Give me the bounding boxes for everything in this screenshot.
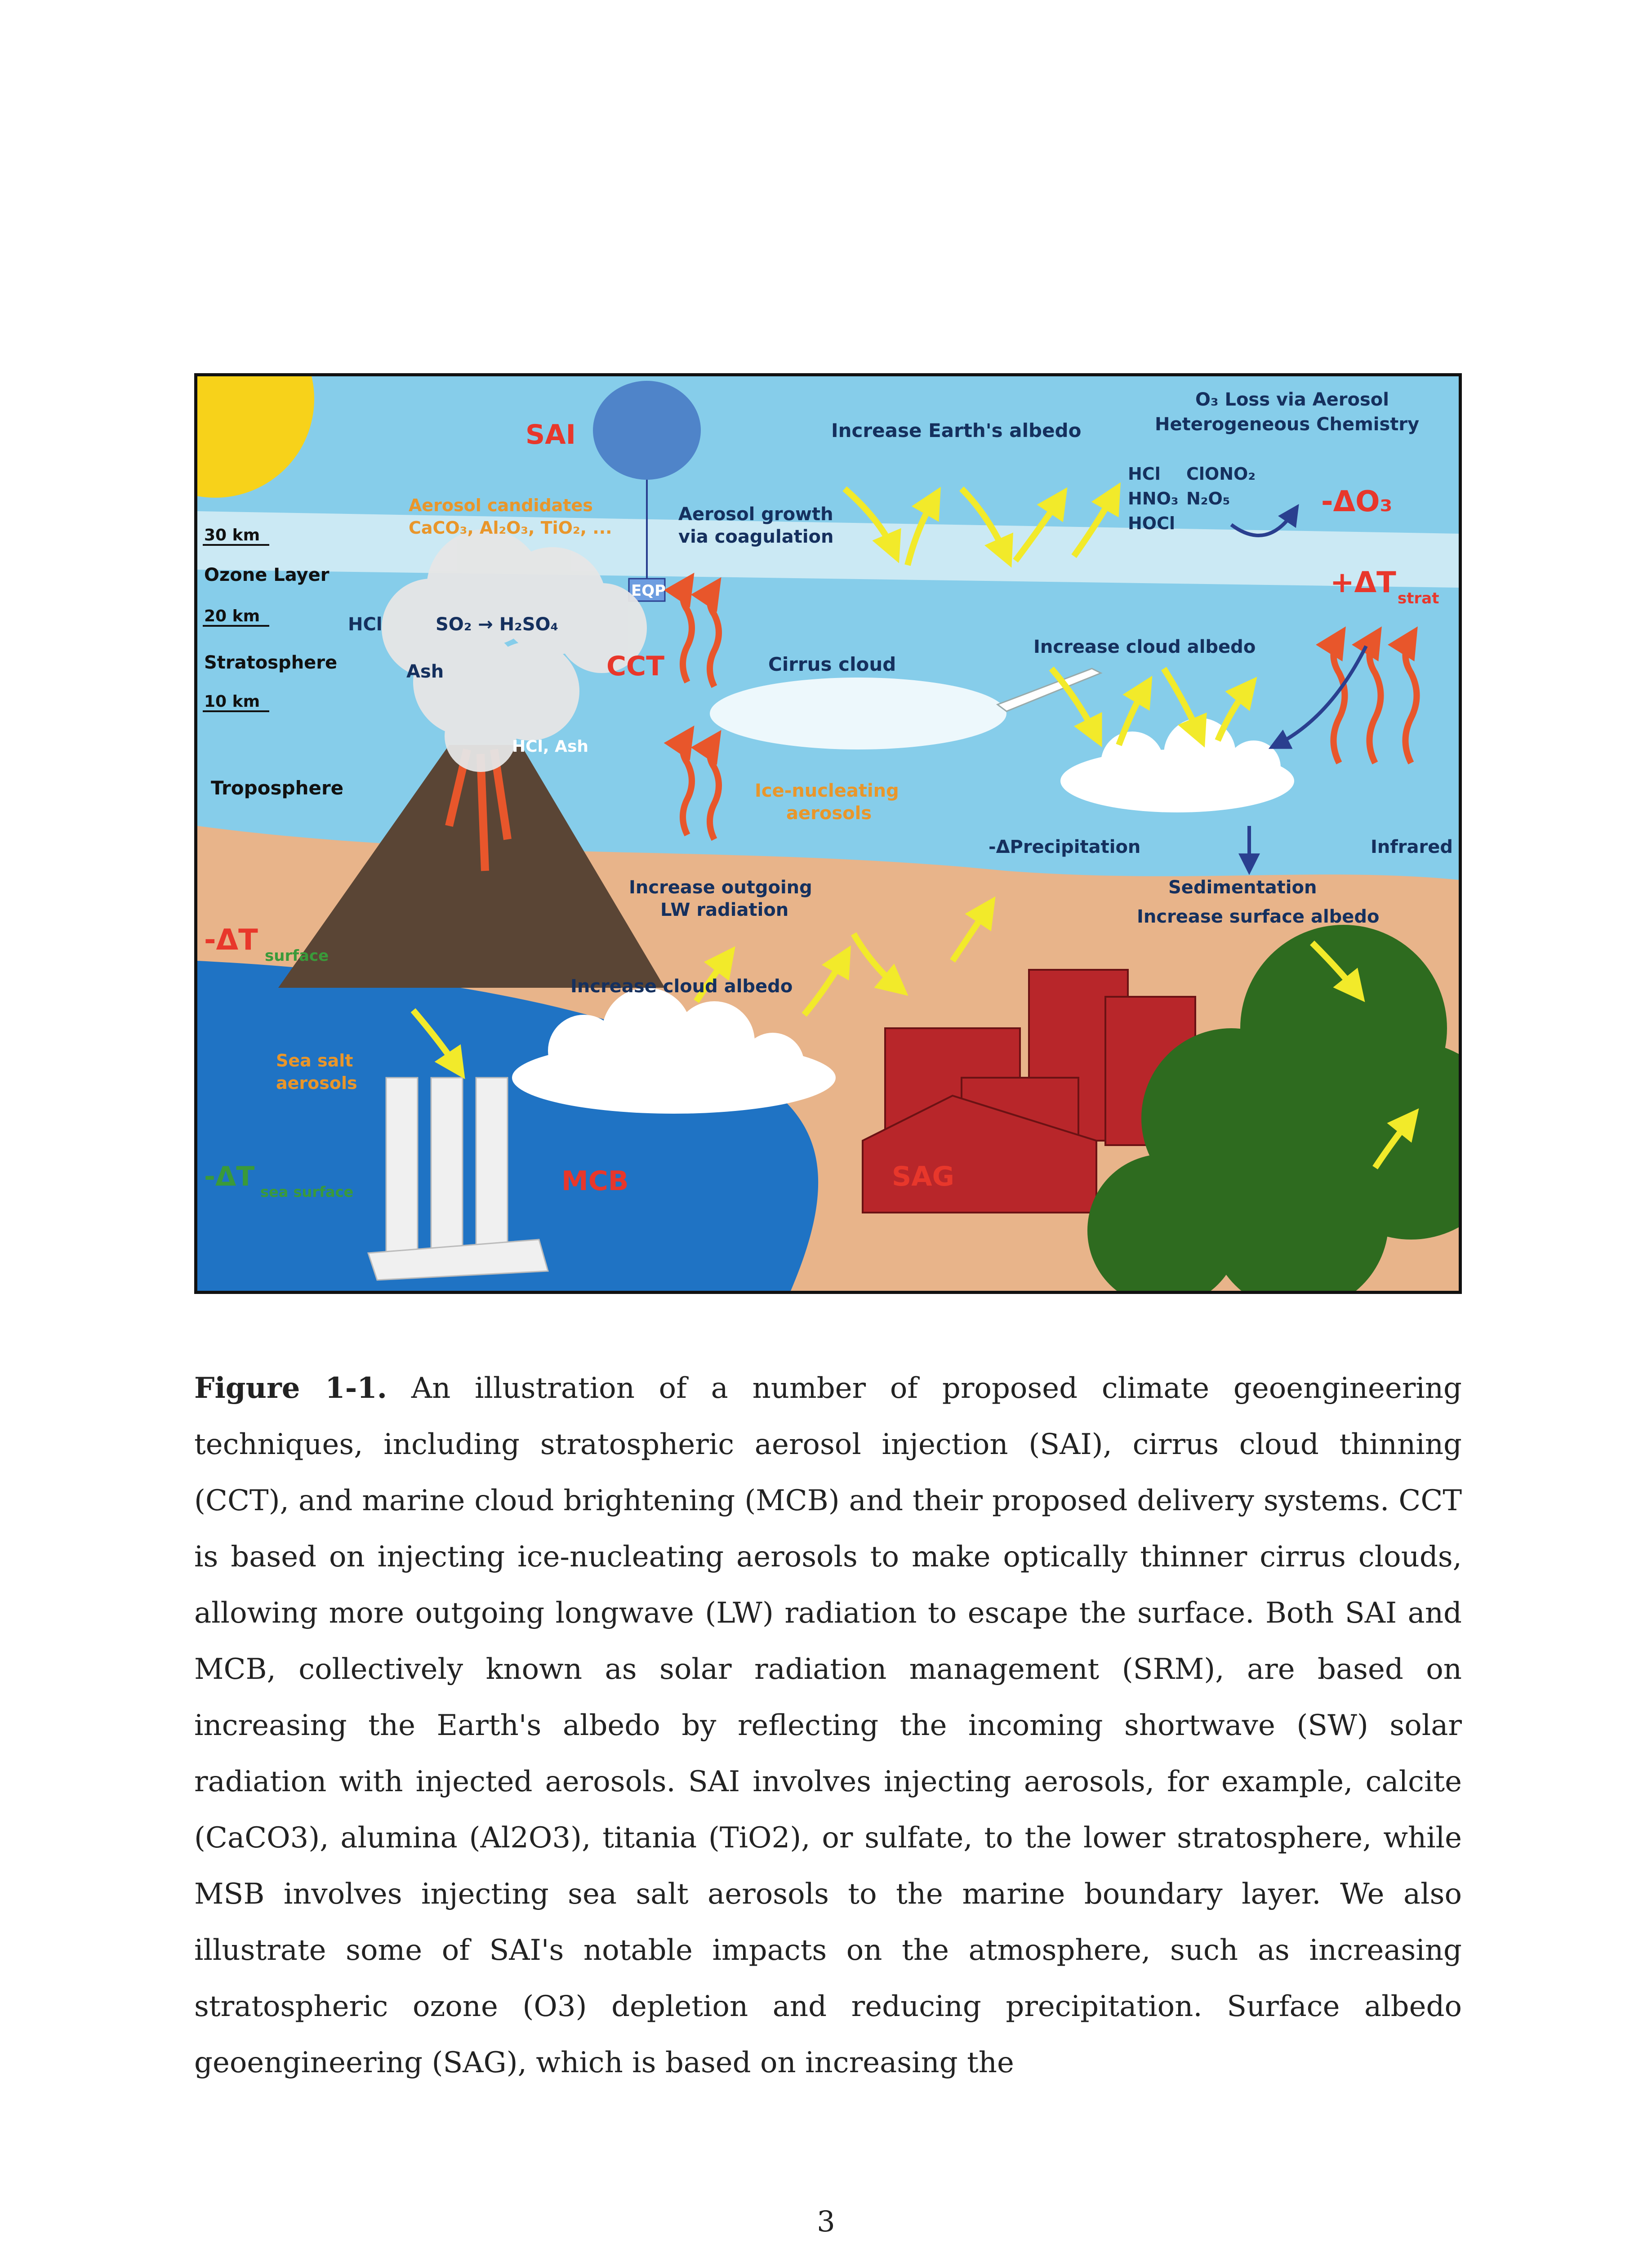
label-volcano-hcl: HCl <box>348 614 383 635</box>
caption-label: Figure 1-1. <box>194 1371 387 1405</box>
caption-text: An illustration of a number of proposed climate geoengineering techniques, including stratospheric aerosol injection (SAI), cirrus cloud thinning (CCT), and marine cloud brightening (MCB) and their proposed delivery systems. CCT is based on injecting ice-nucleating aerosols to make optically thinner cirrus clouds, allowing more outgoing longwave (LW) radiation to escape the surface. Both SAI and MCB, collectively known as solar radiation management (SRM), are based on increasing the Earth's albedo by reflecting the incoming shortwave (SW) solar radiation with injected aerosols. SAI involves injecting aerosols, for example, calcite (CaCO3), alumina (Al2O3), titania (TiO2), or sulfate, to the lower stratosphere, while MSB involves injecting sea salt aerosols to the marine boundary layer. We also illustrate some of SAI's notable impacts on the atmosphere, such as increasing stratospheric ozone (O3) depletion and reducing precipitation. Surface albedo geoengineering (SAG), which is based on increasing the <box>194 1372 1462 2079</box>
label-ice-nucleating-1: Ice-nucleating <box>755 781 899 801</box>
label-ozone-layer: Ozone Layer <box>204 565 330 585</box>
label-ice-nucleating-2: aerosols <box>786 803 872 824</box>
label-delta-t-strat-sub: strat <box>1398 589 1439 607</box>
label-sai: SAI <box>525 419 576 450</box>
label-volcano-hcl-ash: HCl, Ash <box>512 737 589 756</box>
label-aerosol-growth-2: via coagulation <box>678 526 834 547</box>
label-increase-surface-albedo: Increase surface albedo <box>1137 906 1380 927</box>
label-increase-lw-2: LW radiation <box>660 900 789 920</box>
cirrus-cloud <box>710 678 1006 749</box>
label-volcano-so2: SO₂ → H₂SO₄ <box>436 614 559 635</box>
label-delta-t-sea-sub: sea surface <box>260 1183 354 1200</box>
label-20km: 20 km <box>204 607 260 625</box>
label-sea-salt-1: Sea salt <box>276 1051 353 1070</box>
label-chem-n2o5: N₂O₅ <box>1186 489 1230 508</box>
label-chem-hocl: HOCl <box>1128 513 1176 533</box>
label-sedimentation: Sedimentation <box>1168 877 1317 898</box>
page-number: 3 <box>817 2205 835 2239</box>
label-aerosol-growth-1: Aerosol growth <box>678 504 833 525</box>
label-increase-cloud-albedo-low: Increase cloud albedo <box>570 976 793 997</box>
label-increase-albedo: Increase Earth's albedo <box>831 419 1082 442</box>
label-increase-cloud-albedo-top: Increase cloud albedo <box>1033 637 1256 657</box>
label-delta-o3: -ΔO₃ <box>1321 485 1393 518</box>
label-delta-t-surface-sub: surface <box>265 947 329 965</box>
label-eqp: EQP <box>631 582 666 600</box>
label-troposphere: Troposphere <box>211 777 344 799</box>
label-cct: CCT <box>606 651 664 682</box>
label-delta-t-strat: +ΔT <box>1330 566 1396 599</box>
label-o3-loss-2: Heterogeneous Chemistry <box>1155 414 1420 435</box>
label-chem-clono2: ClONO₂ <box>1186 464 1256 484</box>
figure-illustration <box>197 376 1459 1291</box>
label-chem-hcl: HCl <box>1128 464 1161 484</box>
label-30km: 30 km <box>204 526 260 544</box>
balloon-icon <box>593 381 701 480</box>
label-increase-lw-1: Increase outgoing <box>629 877 812 898</box>
label-delta-precip: -ΔPrecipitation <box>989 837 1141 857</box>
label-infrared: Infrared <box>1371 837 1453 857</box>
label-sag: SAG <box>892 1161 954 1192</box>
geoengineering-figure <box>194 373 1462 1294</box>
label-delta-t-surface: -ΔT <box>204 923 258 957</box>
label-o3-loss-1: O₃ Loss via Aerosol <box>1195 389 1389 410</box>
label-chem-hno3: HNO₃ <box>1128 489 1179 508</box>
label-10km: 10 km <box>204 692 260 711</box>
label-volcano-ash: Ash <box>406 661 444 682</box>
label-aerosol-candidates: Aerosol candidates <box>409 495 593 515</box>
label-stratosphere: Stratosphere <box>204 652 338 673</box>
label-mcb: MCB <box>561 1165 629 1197</box>
figure-caption <box>194 1360 1462 2091</box>
label-delta-t-sea: -ΔT <box>204 1161 255 1192</box>
label-sea-salt-2: aerosols <box>276 1073 357 1093</box>
label-aerosol-candidates-list: CaCO₃, Al₂O₃, TiO₂, ... <box>409 518 612 538</box>
label-cirrus-cloud: Cirrus cloud <box>768 653 896 675</box>
